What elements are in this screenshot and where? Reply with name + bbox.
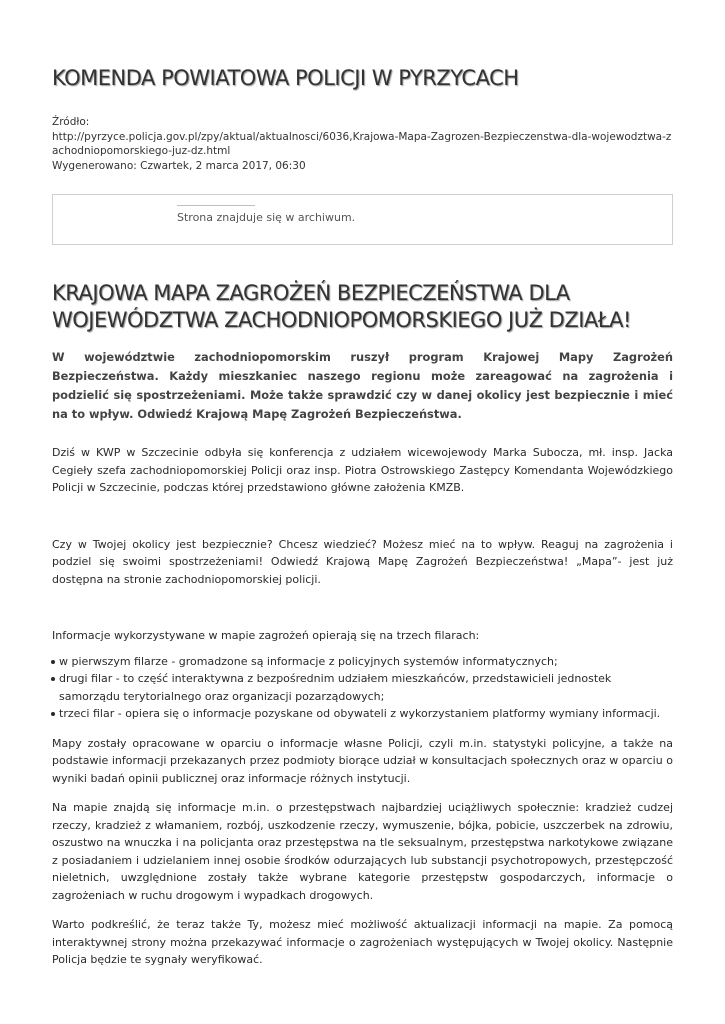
site-title: KOMENDA POWIATOWA POLICJI W PYRZYCACH xyxy=(52,66,519,90)
archive-notice: Strona znajduje się w archiwum. xyxy=(177,211,356,224)
source-label: Źródło: xyxy=(52,116,90,128)
paragraph-2: Czy w Twojej okolicy jest bezpiecznie? Chcesz wiedzieć? Możesz mieć na to wpływ. Reaguj na zagrożenia i podziel się swoimi spostrzeżeniami! Odwiedź Krajową Mapę Zagrożeń Bezpieczeństwa! „Mapa”- jest już dostępna na stronie zachodniopomorskiej policji. xyxy=(52,537,673,586)
article-title: KRAJOWA MAPA ZAGROŻEŃ BEZPIECZEŃSTWA DLA WOJEWÓDZTWA ZACHODNIOPOMORSKIEGO JUŻ DZIAŁA! xyxy=(52,281,631,332)
paragraph-5: Na mapie znajdą się informacje m.in. o przestępstwach najbardziej uciążliwych społecznie: kradzież cudzej rzeczy, kradzież z włamaniem, rozbój, uszkodzenie rzeczy, wymuszenie, bójka, pobicie, uszczerbek na zdrowiu, oszustwo na wnuczka i na policjanta oraz przestępstwa na tle seksualnym, przestępstwa narkotykowe związane z posiadaniem i udzielaniem innej osobie środków odurzających lub substancji psychotropowych, przestępczość nieletnich, uwzględnione zostały także wybrane kategorie przestępstw gospodarczych, informacje o zagrożeniach w ruchu drogowym i wypadkach drogowych. xyxy=(52,801,673,902)
article-body xyxy=(52,348,673,969)
source-url: http://pyrzyce.policja.gov.pl/zpy/aktual/aktualnosci/6036,Krajowa-Mapa-Zagrozen-Bezpieczenstwa-dla-wojewodztwa-zachodniopomorskiego-juz-dz.html xyxy=(52,130,672,157)
list-item: trzeci filar - opiera się o informacje pozyskane od obywateli z wykorzystaniem platformy wymiany informacji. xyxy=(52,705,673,723)
source-block xyxy=(52,115,673,173)
pillars-list xyxy=(52,653,673,723)
list-item: drugi filar - to część interaktywna z bezpośrednim udziałem mieszkańców, przedstawicieli jednostek samorządu terytorialnego oraz organizacji pozarządowych; xyxy=(52,670,673,705)
paragraph-3: Informacje wykorzystywane w mapie zagrożeń opierają się na trzech filarach: xyxy=(52,629,480,642)
article-lead: W województwie zachodniopomorskim ruszył program Krajowej Mapy Zagrożeń Bezpieczeństwa. Każdy mieszkaniec naszego regionu może zareagować na zagrożenia i podzielić się spostrzeżeniami. Może także sprawdzić czy w danej okolicy jest bezpiecznie i mieć na to wpływ. Odwiedź Krajową Mapę Zagrożeń Bezpieczeństwa. xyxy=(52,350,673,421)
archive-divider xyxy=(177,205,255,206)
list-item: w pierwszym filarze - gromadzone są informacje z policyjnych systemów informatycznych; xyxy=(52,653,673,671)
paragraph-1: Dziś w KWP w Szczecinie odbyła się konferencja z udziałem wicewojewody Marka Subocza, mł. insp. Jacka Cegieły szefa zachodniopomorskiej Policji oraz insp. Piotra Ostrowskiego Zastępcy Komendanta Wojewódzkiego Policji w Szczecinie, podczas której przedstawiono główne założenia KMZB. xyxy=(52,446,673,494)
paragraph-4: Mapy zostały opracowane w oparciu o informacje własne Policji, czyli m.in. statystyki policyjne, a także na podstawie informacji przekazanych przez podmioty biorące udział w konsultacjach społecznych oraz w oparciu o wyniki badań opinii publicznej oraz informacje różnych instytucji. xyxy=(52,736,673,785)
archive-notice-box xyxy=(52,194,673,245)
paragraph-6: Warto podkreślić, że teraz także Ty, możesz mieć możliwość aktualizacji informacji na mapie. Za pomocą interaktywnej strony można przekazywać informacje o zagrożeniach występujących w Twojej okolicy. Następnie Policja będzie te sygnały weryfikować. xyxy=(52,918,673,966)
generated-date: Wygenerowano: Czwartek, 2 marca 2017, 06:30 xyxy=(52,159,306,172)
